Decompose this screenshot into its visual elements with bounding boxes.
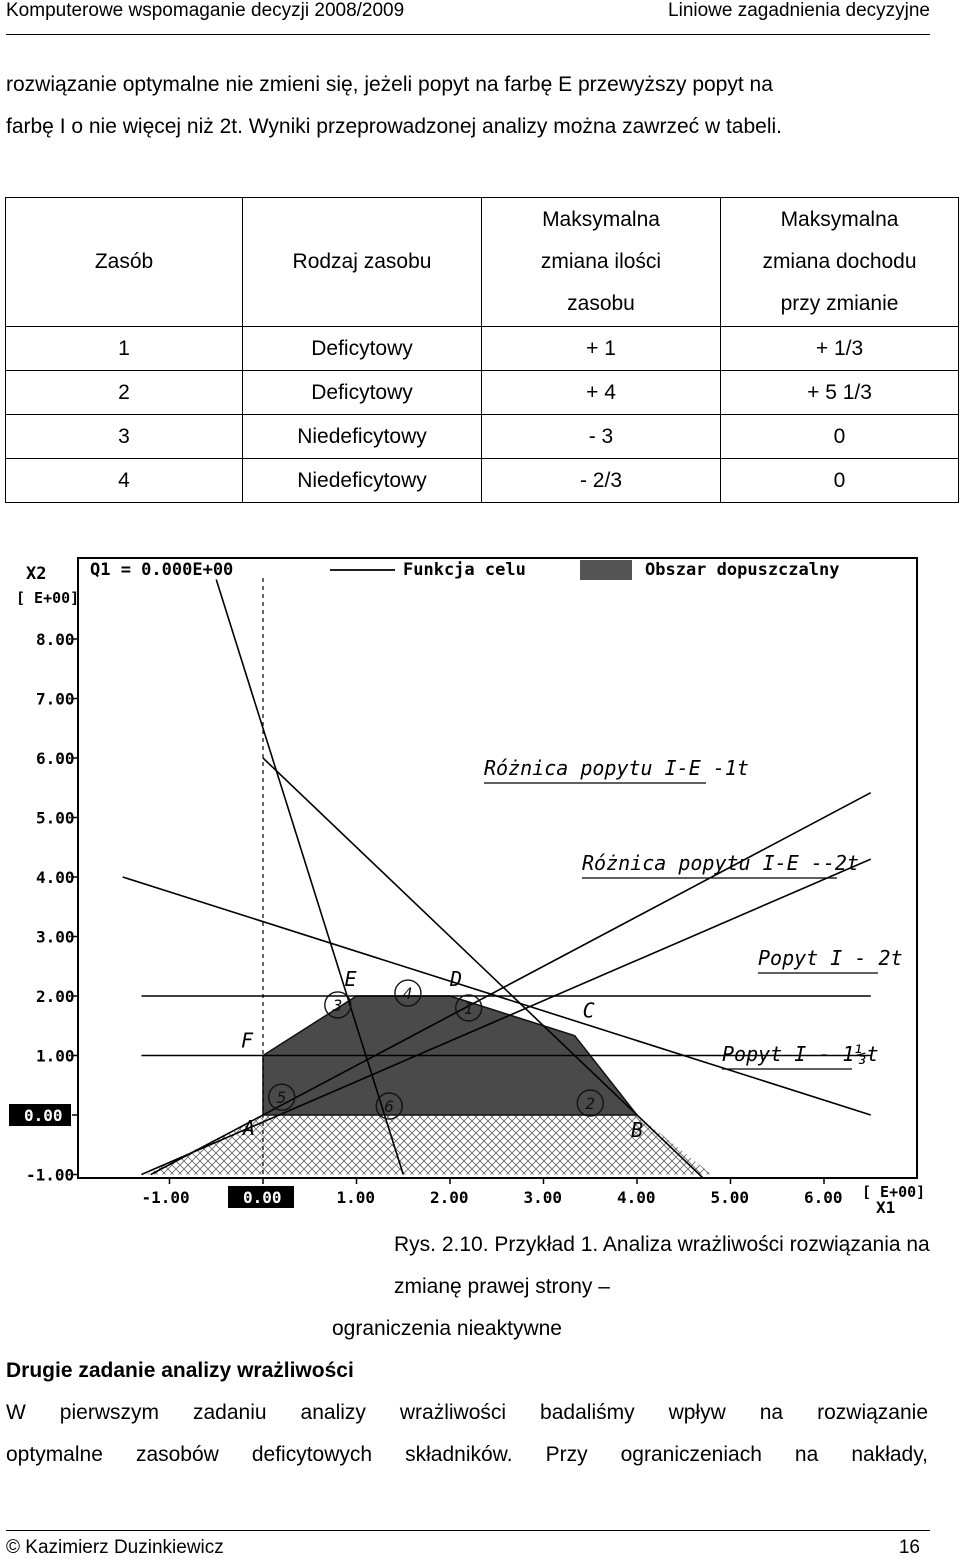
- intro-line: farbę I o nie więcej niż 2t. Wyniki przeprowadzonej analizy można zawrzeć w tabeli.: [6, 115, 782, 138]
- col-header-type: Rodzaj zasobu: [243, 198, 482, 327]
- y-tick-label: 5.00: [36, 808, 75, 828]
- x-axis-scale: [ E+00]: [862, 1183, 926, 1201]
- page-header: [6, 0, 930, 35]
- y-tick-label: -1.00: [26, 1165, 75, 1185]
- body-line: optymalne zasobów deficytowych składników. Przy ograniczeniach na nakłady,: [6, 1443, 928, 1466]
- section-title: Drugie zadanie analizy wrażliwości: [6, 1359, 354, 1382]
- figure-caption: [0, 1224, 940, 1350]
- region-number: 2: [585, 1094, 595, 1114]
- x-tick-label: 0.00: [243, 1188, 282, 1207]
- header-chapter-title: Liniowe zagadnienia decyzyjne: [668, 0, 930, 21]
- vertex-label: C: [582, 998, 595, 1023]
- vertex-label: B: [631, 1118, 644, 1142]
- header-course-title: Komputerowe wspomaganie decyzji 2008/2009: [6, 0, 405, 21]
- table-cell: 3: [6, 415, 243, 459]
- body-paragraph: [6, 1392, 928, 1476]
- line-annotation: Różnica popytu I-E -1t: [484, 756, 749, 780]
- caption-line: Rys. 2.10. Przykład 1. Analiza wrażliwości rozwiązania na zmianę prawej strony –: [394, 1233, 930, 1298]
- region-number: 1: [463, 998, 474, 1018]
- x-axis-title: X1: [876, 1198, 896, 1215]
- table-cell: 4: [6, 459, 243, 503]
- region-number: 3: [332, 995, 343, 1015]
- table-cell: - 2/3: [482, 459, 721, 503]
- col-header-resource: Zasób: [6, 198, 243, 327]
- table-cell: + 4: [482, 371, 721, 415]
- caption-line: ograniczenia nieaktywne: [332, 1317, 562, 1340]
- header-line: zmiana ilości: [540, 250, 662, 273]
- feasible-legend-label: Obszar dopuszczalny: [645, 560, 840, 580]
- y-tick-label: 3.00: [36, 927, 75, 947]
- sensitivity-table: [5, 197, 959, 503]
- footer-page-number: 16: [898, 1537, 920, 1558]
- y-axis-title: X2: [26, 564, 47, 584]
- objective-legend-label: Funkcja celu: [403, 560, 526, 580]
- x-tick-label: 3.00: [523, 1188, 563, 1207]
- x-tick-label: 4.00: [617, 1188, 656, 1207]
- body-line: W pierwszym zadaniu analizy wrażliwości badaliśmy wpływ na rozwiązanie: [6, 1401, 928, 1424]
- table-row: [6, 459, 959, 503]
- table-cell: Niedeficytowy: [243, 415, 482, 459]
- x-tick-label: 1.00: [336, 1188, 376, 1207]
- vertex-label: D: [450, 967, 463, 991]
- table-cell: 1: [6, 327, 243, 371]
- line-annotation: Popyt I - 1⅓t: [722, 1042, 879, 1066]
- vertex-label: E: [344, 967, 357, 991]
- region-number: 4: [402, 984, 413, 1004]
- table-cell: + 1: [482, 327, 721, 371]
- table-row: [6, 415, 959, 459]
- table-cell: 0: [721, 459, 959, 503]
- infeasible-hatch-region: [146, 1115, 712, 1175]
- header-line: Maksymalna: [780, 208, 899, 231]
- table-header-row: [6, 198, 959, 327]
- table-cell: Deficytowy: [243, 371, 482, 415]
- footer-author: © Kazimierz Duzinkiewicz: [6, 1537, 224, 1558]
- lp-sensitivity-chart: [0, 545, 960, 1215]
- x-tick-label: 5.00: [710, 1188, 750, 1207]
- chart-q-label: Q1 = 0.000E+00: [90, 560, 234, 580]
- intro-paragraph: [6, 64, 928, 148]
- region-number: 5: [276, 1088, 287, 1108]
- x-tick-label: 2.00: [430, 1188, 469, 1207]
- y-tick-label: 2.00: [36, 987, 75, 1006]
- x-tick-label: 6.00: [804, 1188, 843, 1207]
- table-cell: + 5 1/3: [721, 371, 959, 415]
- region-number: 6: [384, 1097, 394, 1117]
- col-header-max-amount-change: [482, 198, 721, 327]
- table-cell: 0: [721, 415, 959, 459]
- table-cell: - 3: [482, 415, 721, 459]
- y-tick-label: 6.00: [36, 749, 75, 768]
- table-cell: Niedeficytowy: [243, 459, 482, 503]
- y-tick-label: 1.00: [36, 1046, 75, 1066]
- table-row: [6, 371, 959, 415]
- vertex-label: F: [241, 1028, 254, 1053]
- header-line: przy zmianie: [780, 292, 899, 315]
- page-footer: [6, 1530, 930, 1557]
- vertex-label: A: [243, 1116, 256, 1140]
- x-tick-label: -1.00: [141, 1188, 190, 1207]
- intro-line: rozwiązanie optymalne nie zmieni się, jeżeli popyt na farbę E przewyższy popyt na: [6, 73, 773, 96]
- table-row: [6, 327, 959, 371]
- header-line: zmiana dochodu: [762, 250, 917, 273]
- line-annotation: Różnica popytu I-E --2t: [582, 851, 859, 875]
- col-header-max-income-change: [721, 198, 959, 327]
- table-cell: + 1/3: [721, 327, 959, 371]
- feasible-legend-swatch: [580, 560, 632, 580]
- header-line: zasobu: [567, 292, 635, 315]
- header-line: Maksymalna: [542, 208, 660, 231]
- y-tick-label: 7.00: [36, 689, 75, 709]
- y-tick-label: 0.00: [24, 1106, 63, 1125]
- y-tick-label: 4.00: [36, 868, 75, 887]
- table-cell: Deficytowy: [243, 327, 482, 371]
- table-cell: 2: [6, 371, 243, 415]
- y-tick-label: 8.00: [36, 630, 75, 649]
- line-annotation: Popyt I - 2t: [758, 946, 903, 970]
- y-axis-scale: [ E+00]: [16, 589, 80, 607]
